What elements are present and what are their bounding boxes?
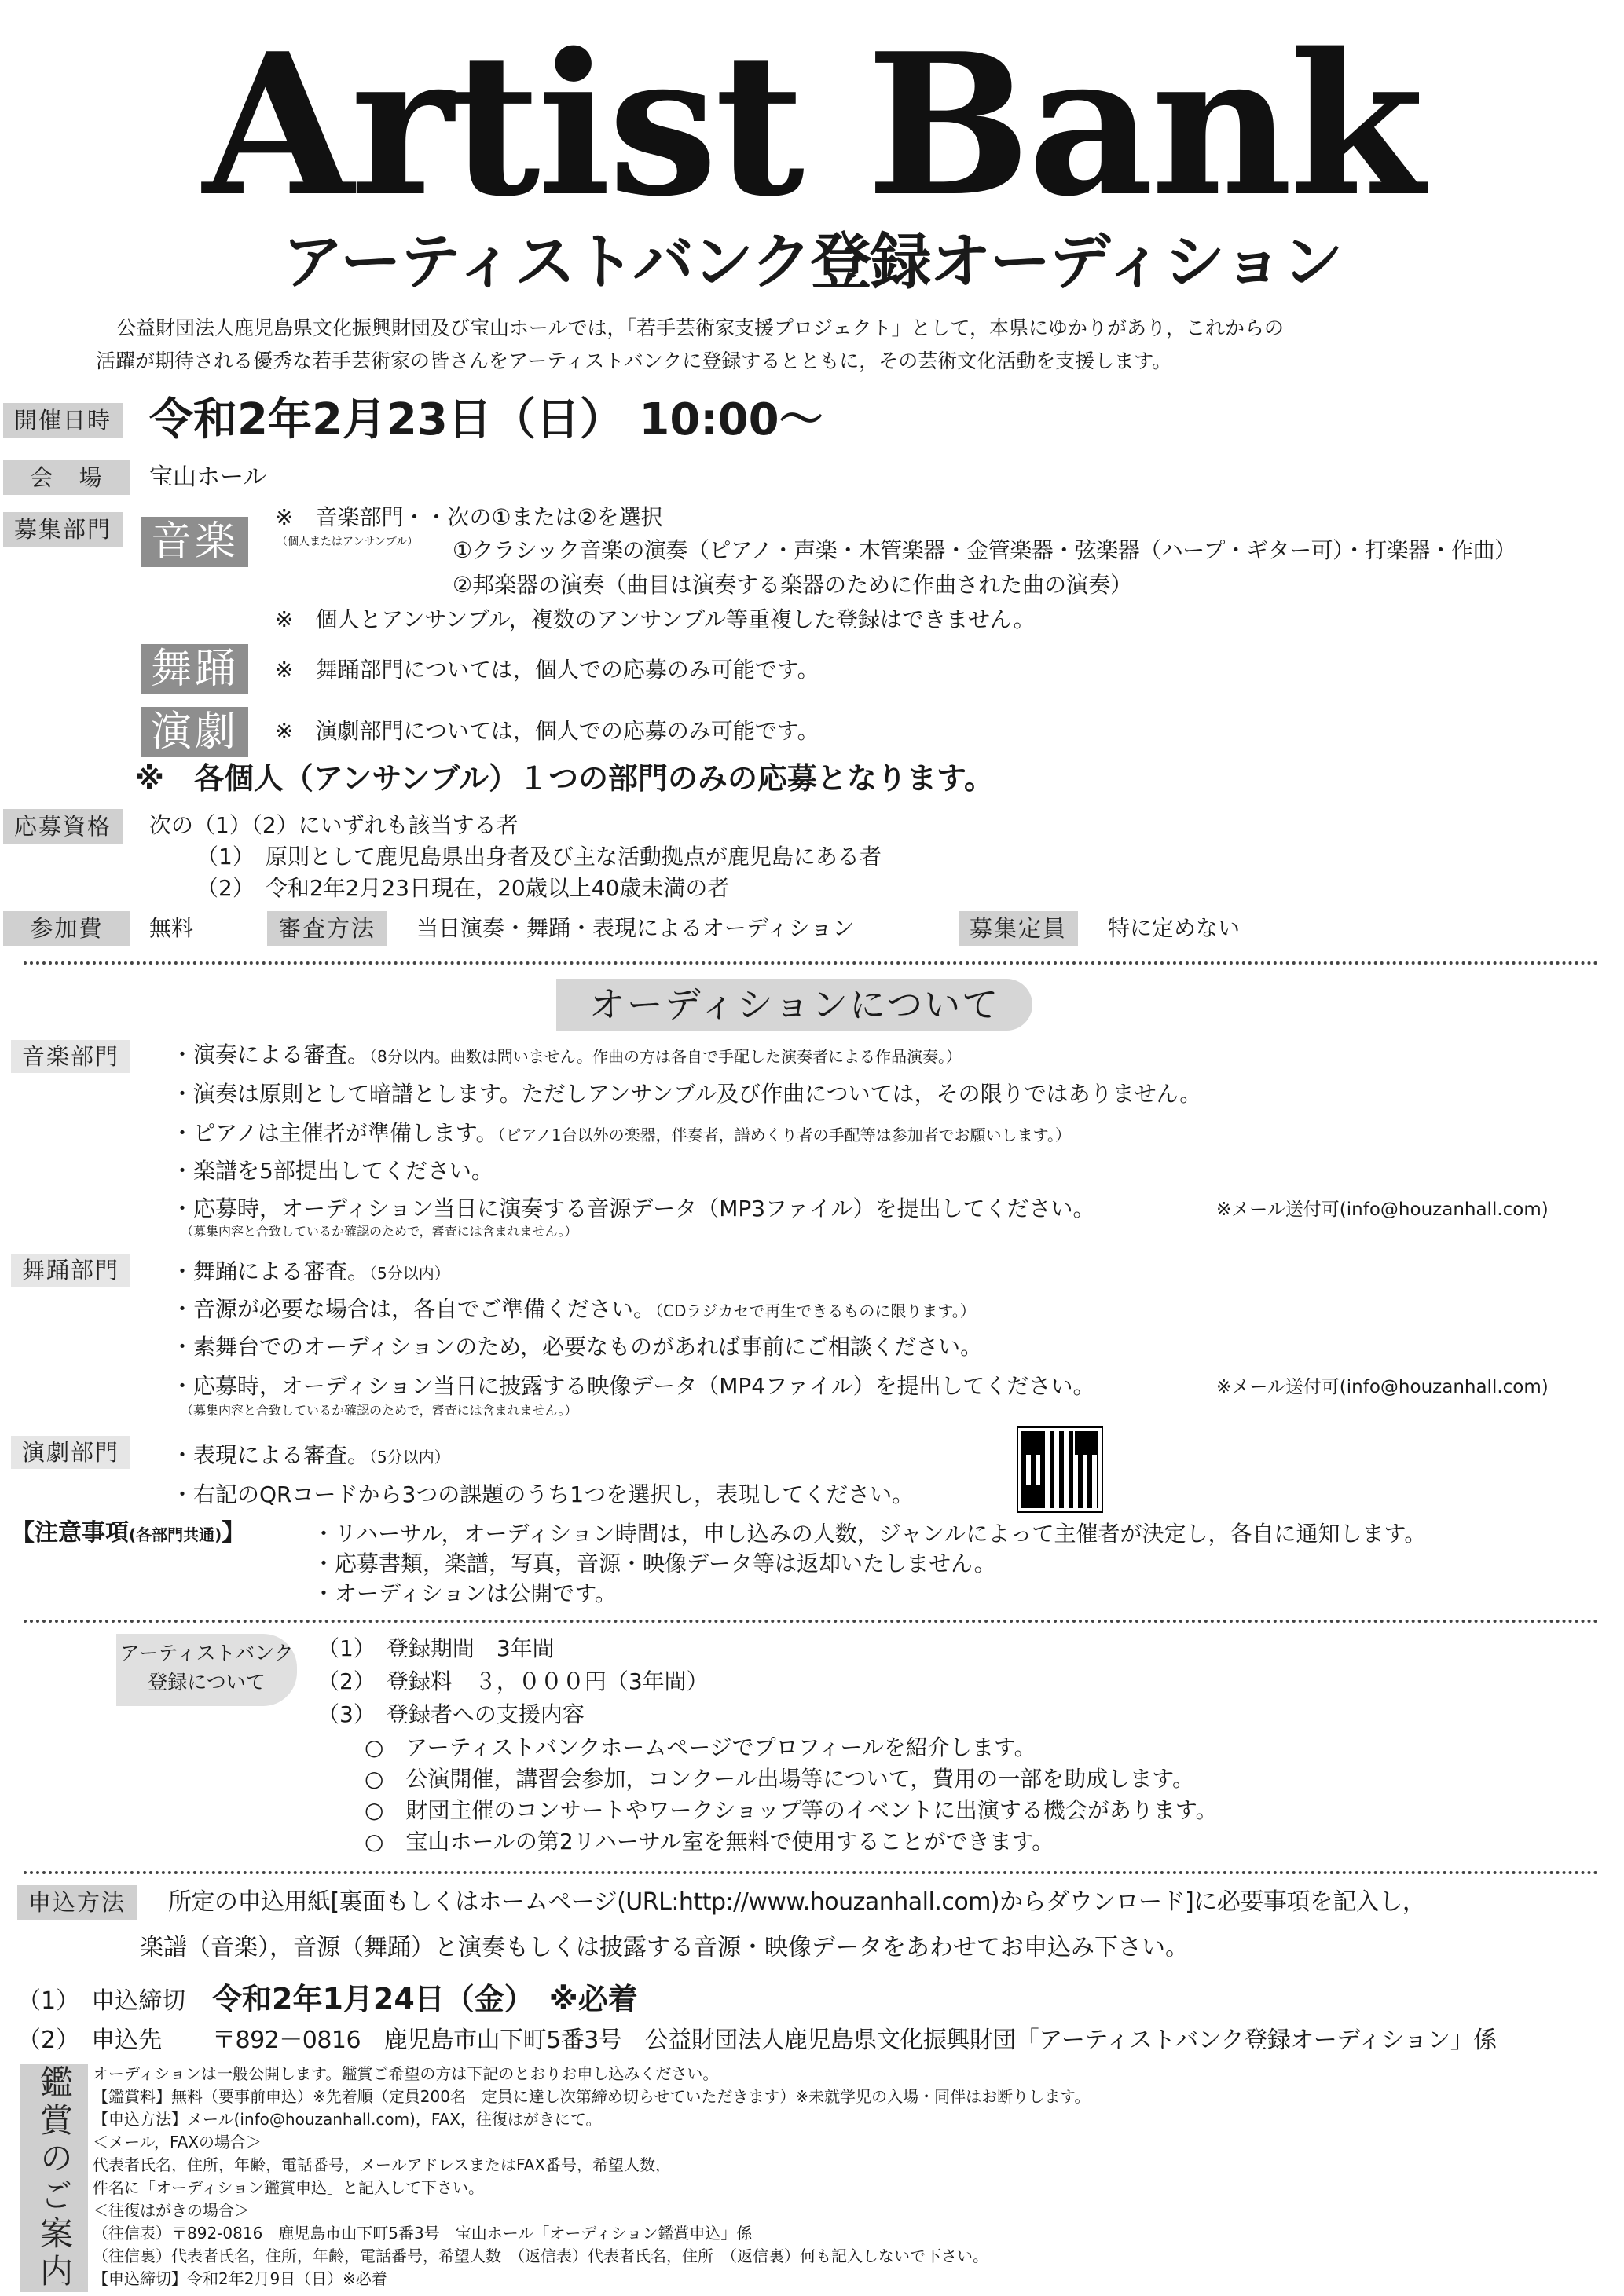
caution-label-small: (各部門共通) — [129, 1525, 222, 1544]
divider-3 — [24, 1871, 1599, 1874]
audition-dance-l2-main: ・音源が必要な場合は，各自でご準備ください。 — [171, 1296, 656, 1322]
caution-label — [11, 1518, 245, 1551]
deadline-value: 令和2年1月24日（金） ※必着 — [212, 1982, 638, 2016]
viewing-line: ＜往復はがきの場合＞ — [93, 2201, 250, 2220]
audition-music-l4: ・楽譜を5部提出してください。 — [171, 1158, 493, 1184]
audition-dance-l1 — [171, 1257, 450, 1288]
drama-division-badge: 演劇 — [141, 707, 248, 757]
audition-music-l3-note: （ピアノ1台以外の楽器，伴奏者，譜めくり者の手配等は参加者でお願いします。） — [497, 1126, 1072, 1144]
application-line-2: 楽譜（音楽），音源（舞踊）と演奏もしくは披露する音源・映像データをあわせてお申込み下さい。 — [140, 1934, 1189, 1961]
intro-line-1: 公益財団法人鹿児島県文化振興財団及び宝山ホールでは，「若手芸術家支援プロジェクト」として，本県にゆかりがあり，これからの — [116, 317, 1285, 339]
viewing-line: （往信裏）代表者氏名，住所，年齢，電話番号，希望人数 （返信表）代表者氏名，住所 （返信裏）何も記入しないで下さい。 — [93, 2247, 988, 2265]
divider-1 — [24, 961, 1599, 965]
registration-label-line-2: 登録について — [148, 1671, 266, 1694]
music-line-1: ※ 音楽部門・・次の①または②を選択 — [275, 504, 663, 530]
audition-music-l1 — [171, 1040, 962, 1071]
registration-item-3: （3） 登録者への支援内容 — [317, 1701, 585, 1727]
method-label: 審査方法 — [267, 911, 387, 946]
music-line-3: ②邦楽器の演奏（曲目は演奏する楽器のために作曲された曲の演奏） — [453, 572, 1133, 598]
date-value: 令和2年2月23日（日） 10:00～ — [149, 394, 823, 445]
caution-l1: ・リハーサル，オーディション時間は，申し込みの人数，ジャンルによって主催者が決定し，各自に通知します。 — [313, 1521, 1427, 1547]
divider-2 — [24, 1620, 1599, 1623]
subtitle: アーティストバンク登録オーディション — [282, 227, 1342, 298]
audition-dance-l4-note: （募集内容と合致しているか確認のためで，審査には含まれません。） — [181, 1403, 577, 1418]
eligibility-line-2: （1） 原則として鹿児島県出身者及び主な活動拠点が鹿児島にある者 — [196, 844, 882, 870]
drama-division-text: ※ 演劇部門については，個人での応募のみ可能です。 — [275, 718, 819, 744]
divisions-note: ※ 各個人（アンサンブル）１つの部門のみの応募となります。 — [135, 761, 994, 796]
registration-support-2: ○ 公演開催，講習会参加，コンクール出場等について，費用の一部を助成します。 — [365, 1766, 1194, 1792]
venue-label: 会 場 — [3, 460, 130, 495]
viewing-line: 【鑑賞料】無料（要事前申込）※先着順（定員200名 定員に達し次第締め切らせていただきます）※未就学児の入場・同伴はお断りします。 — [93, 2087, 1091, 2106]
audition-dance-l4: ・応募時，オーディション当日に披露する映像データ（MP4ファイル）を提出してください。 — [171, 1373, 1095, 1399]
audition-dance-label: 舞踊部門 — [11, 1254, 130, 1287]
viewing-line: ＜メール，FAXの場合＞ — [93, 2133, 262, 2151]
registration-label-line-1: アーティストバンク — [119, 1642, 294, 1664]
music-line-4: ※ 個人とアンサンブル，複数のアンサンブル等重複した登録はできません。 — [275, 606, 1036, 632]
viewing-line: 代表者氏名，住所，年齢，電話番号，メールアドレスまたはFAX番号，希望人数， — [93, 2155, 672, 2174]
registration-item-1: （1） 登録期間 3年間 — [317, 1635, 555, 1661]
date-label: 開催日時 — [3, 403, 123, 438]
fee-value: 無料 — [149, 915, 194, 941]
viewing-line: 【申込締切】令和2年2月9日（日）※必着 — [93, 2269, 387, 2288]
viewing-line: 件名に「オーディション鑑賞申込」と記入して下さい。 — [93, 2178, 484, 2197]
registration-support-3: ○ 財団主催のコンサートやワークショップ等のイベントに出演する機会があります。 — [365, 1797, 1218, 1823]
viewing-text — [93, 2063, 1091, 2291]
audition-drama-label: 演劇部門 — [11, 1436, 130, 1469]
viewing-line: 【申込方法】メール(info@houzanhall.com)，FAX，往復はがきにて。 — [93, 2110, 602, 2129]
audition-music-l1-main: ・演奏による審査。 — [171, 1042, 370, 1067]
venue-value: 宝山ホール — [149, 463, 267, 491]
deadline-prefix: （1） 申込締切 — [17, 1987, 186, 2015]
audition-drama-l1 — [171, 1441, 450, 1472]
caution-l2: ・応募書類，楽譜，写真，音源・映像データ等は返却いたしません。 — [313, 1551, 996, 1576]
eligibility-line-1: 次の（1）（2）にいずれも該当する者 — [149, 812, 519, 838]
application-line-1: 所定の申込用紙[裏面もしくはホームページ(URL:http://www.houzanhall.com)からダウンロード]に必要事項を記入し， — [168, 1888, 1426, 1916]
audition-music-label: 音楽部門 — [11, 1040, 130, 1073]
registration-support-4: ○ 宝山ホールの第2リハーサル室を無料で使用することができます。 — [365, 1829, 1054, 1855]
audition-music-l1-note: （8分以内。曲数は問いません。作曲の方は各自で手配した演奏者による作品演奏。） — [369, 1047, 962, 1066]
audition-dance-l2-note: （CDラジカセで再生できるものに限ります。） — [655, 1302, 976, 1320]
audition-music-l3-main: ・ピアノは主催者が準備します。 — [171, 1120, 498, 1146]
eligibility-line-3: （2） 令和2年2月23日現在，20歳以上40歳未満の者 — [196, 875, 730, 901]
application-label: 申込方法 — [17, 1885, 137, 1920]
music-line-2: ①クラシック音楽の演奏（ピアノ・声楽・木管楽器・金管楽器・弦楽器（ハープ・ギター可）・打楽器・作曲） — [453, 537, 1516, 563]
caution-l3: ・オーディションは公開です。 — [313, 1580, 617, 1606]
audition-drama-l2: ・右記のQRコードから3つの課題のうち1つを選択し，表現してください。 — [171, 1481, 915, 1507]
fee-label: 参加費 — [3, 911, 130, 946]
dance-division-text: ※ 舞踊部門については，個人での応募のみ可能です。 — [275, 657, 819, 683]
capacity-value: 特に定めない — [1108, 915, 1241, 941]
eligibility-label: 応募資格 — [3, 809, 123, 844]
audition-music-mail: ※メール送付可(info@houzanhall.com) — [1216, 1199, 1549, 1220]
audition-music-l5: ・応募時，オーディション当日に演奏する音源データ（MP3ファイル）を提出してください。 — [171, 1196, 1095, 1221]
registration-support-1: ○ アーティストバンクホームページでプロフィールを紹介します。 — [365, 1734, 1036, 1760]
viewing-line: （往信表）〒892-0816 鹿児島市山下町5番3号 宝山ホール「オーディション鑑賞申込」係 — [93, 2224, 753, 2243]
audition-dance-l2 — [171, 1294, 976, 1326]
viewing-side-label: 鑑賞のご案内 — [20, 2064, 88, 2292]
music-division-badge: 音楽 — [141, 517, 248, 567]
method-value: 当日演奏・舞踊・表現によるオーディション — [416, 915, 855, 941]
caution-label-end: 】 — [222, 1519, 246, 1547]
audition-music-l3 — [171, 1119, 1071, 1150]
audition-dance-l1-note: （5分以内） — [369, 1264, 450, 1283]
registration-label — [116, 1634, 297, 1706]
audition-dance-l1-main: ・舞踊による審査。 — [171, 1258, 370, 1284]
audition-music-l5-note: （募集内容と合致しているか確認のためで，審査には含まれません。） — [181, 1224, 577, 1239]
dance-division-badge: 舞踊 — [141, 644, 248, 694]
address-value: 〒892－0816 鹿児島市山下町5番3号 公益財団法人鹿児島県文化振興財団「アーティストバンク登録オーディション」係 — [212, 2027, 1497, 2054]
caution-label-main: 【注意事項 — [11, 1519, 129, 1547]
audition-drama-l1-main: ・表現による審査。 — [171, 1442, 370, 1468]
main-title: Artist Bank — [203, 11, 1421, 240]
divisions-label: 募集部門 — [3, 512, 123, 547]
music-sub: （個人またはアンサンブル） — [277, 536, 419, 548]
qr-code-icon[interactable] — [1018, 1428, 1102, 1511]
audition-music-l2: ・演奏は原則として暗譜とします。ただしアンサンブル及び作曲については，その限りではありません。 — [171, 1081, 1202, 1107]
address-prefix: （2） 申込先 — [17, 2027, 163, 2054]
audition-heading: オーディションについて — [556, 979, 1032, 1031]
intro-line-2: 活躍が期待される優秀な若手芸術家の皆さんをアーティストバンクに登録するとともに，その芸術文化活動を支援します。 — [96, 350, 1172, 372]
capacity-label: 募集定員 — [959, 911, 1078, 946]
viewing-line: オーディションは一般公開します。鑑賞ご希望の方は下記のとおりお申し込みください。 — [93, 2064, 719, 2083]
audition-dance-l3: ・素舞台でのオーディションのため，必要なものがあれば事前にご相談ください。 — [171, 1334, 983, 1360]
audition-dance-mail: ※メール送付可(info@houzanhall.com) — [1216, 1377, 1549, 1397]
registration-item-2: （2） 登録料 ３，０００円（3年間） — [317, 1668, 709, 1694]
audition-drama-l1-note: （5分以内） — [369, 1448, 450, 1467]
